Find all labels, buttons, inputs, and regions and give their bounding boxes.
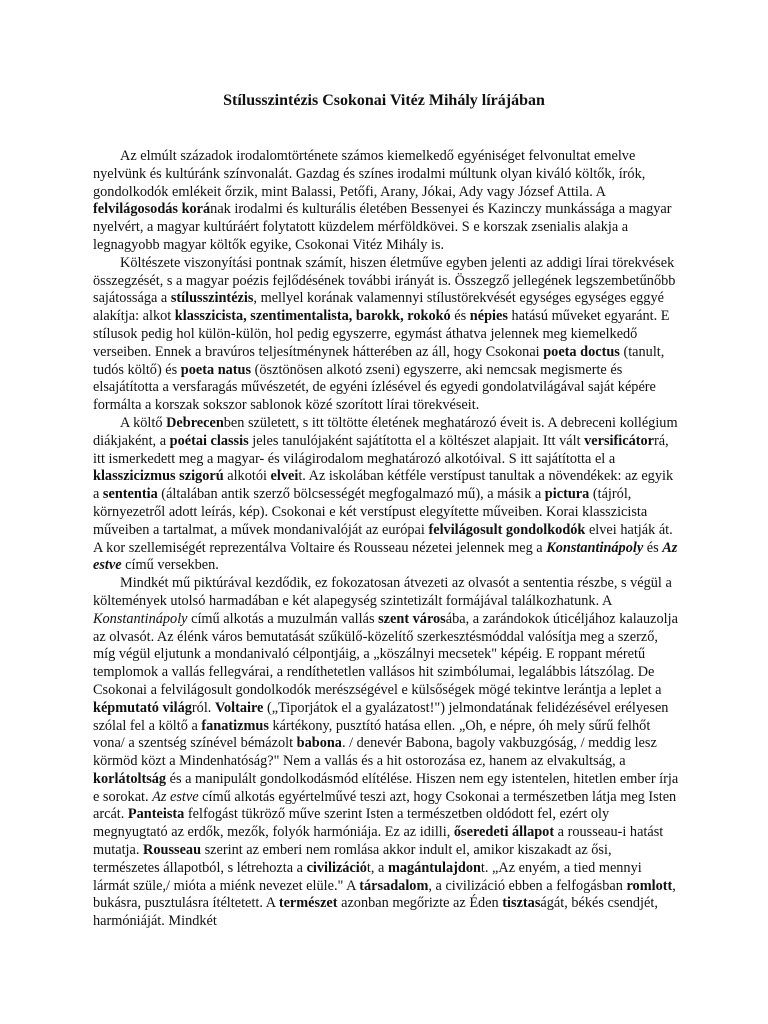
text-run: jeles tanulójaként sajátította el a költészet alapjait. Itt vált	[248, 432, 585, 449]
text-run: című alkotás egyértelművé teszi azt, hogy Csokonai a természetben látja meg Isten arcát.	[93, 788, 677, 823]
text-run: a rousseau-i hatást mutatja.	[93, 824, 664, 859]
text-run: (tájról, környezetről adott leírás, kép). Csokonai e két verstípust elegyítette műveiben. Korai klasszicista műveiben a tartalmat, a művek mondanivalóját az európai	[93, 486, 648, 538]
text-run: és	[450, 308, 470, 325]
text-run-bold: Panteista	[127, 806, 185, 823]
text-run: elvei hatják át. A kor szellemiségét reprezentálva Voltaire és Rousseau nézetei jelennek meg a	[93, 521, 673, 556]
text-run-bold: klasszicizmus szigorú	[93, 468, 224, 485]
text-run-bold: elvei	[270, 468, 299, 485]
text-run-bold: magántulajdon	[387, 859, 481, 876]
paragraph	[93, 415, 679, 575]
text-run: ágát, békés csendjét, harmóniáját. Mindkét	[93, 895, 658, 930]
text-run: rá, itt ismerkedett meg a magyar- és világirodalom meghatározó alkotóival. S itt sajátította el a	[93, 432, 669, 467]
text-run-bold: fanatizmus	[201, 717, 269, 734]
text-run: felfogást tükröző műve szerint Isten a természetben oldódott fel, ezért oly megnyugtató az erdők, mezők, folyók harmóniája. Ez az idilli,	[93, 806, 610, 841]
text-run: , a civilizáció ebben a felfogásban	[428, 877, 627, 894]
text-run-bold: képmutató világ	[93, 699, 192, 716]
text-run: azonban megőrizte az Éden	[337, 895, 503, 912]
text-run: , bukásra, pusztulásra ítéltetett. A	[93, 877, 676, 912]
text-run: t. „Az enyém, a tied mennyi lármát szüle,/ mióta a miénk nevezet elüle." A	[93, 859, 642, 894]
text-run-emphasis	[546, 540, 643, 556]
text-run: nak irodalmi és kulturális életében Bessenyei és Kazinczy munkássága a magyar nyelvért, a magyar kultúráért folytatott küzdelem mérföldkövei. S e korszak zsenialis alakja a legnagyobb magyar költők egyike, Csokonai Vitéz Mihály is.	[93, 201, 672, 253]
text-run-italic: Az estve	[152, 788, 199, 805]
text-run: t, a	[366, 859, 388, 876]
text-run: című versekben.	[121, 557, 219, 574]
paragraph	[93, 148, 679, 255]
text-run-bold: népies	[469, 308, 508, 325]
page-title: Stílusszintézis Csokonai Vitéz Mihály lírájában	[223, 92, 545, 109]
text-run-bold: korlátoltság	[93, 770, 167, 787]
text-run-bold: romlott	[626, 877, 673, 894]
paragraph	[93, 575, 679, 931]
text-run-bold: felvilágosodás korá	[93, 201, 211, 218]
text-run-bold: civilizáció	[306, 859, 367, 876]
text-run: ába, a zarándokok úticéljához kalauzolja az olvasót. Az élénk város bemutatását szűkülő-közelítő szerkesztésmóddal valósítja meg a szerző, míg végül eljutunk a mondanivaló célpontjáig, a „köszálnyi mecsetek" képéig. E roppant méretű templomok a vallás fellegvárai, a rendíthetetlen vallásos hit szimbólumai, legalábbis látszólag. De Csokonai a felvilágosult gondolkodók merészségével e külsőségek mögé tekintve lerántja a leplet a	[93, 610, 678, 698]
text-run-bold: pictura	[544, 486, 590, 503]
text-run-bold: babona	[296, 735, 342, 752]
text-run-bold: poeta natus	[180, 361, 252, 378]
text-run-bold: stílusszintézis	[170, 290, 254, 307]
text-run-bold: Debrecen	[166, 414, 224, 431]
text-run: , mellyel korának valamennyi stílustörekvését egységes egységes eggyé alakítja: alkot	[93, 290, 664, 325]
text-run-bold: poeta doctus	[543, 343, 620, 360]
text-run-bold: poétai classis	[169, 432, 249, 449]
text-run-italic: Konstantinápoly	[93, 610, 188, 627]
text-run-bold: felvilágosult gondolkodók	[428, 521, 586, 538]
text-run: kártékony, pusztító hatása ellen. „Oh, e népre, óh mely sűrű felhőt vona/ a szentség színével bémázolt	[93, 717, 651, 752]
text-run-bold: szent város	[378, 610, 446, 627]
text-run: című alkotás a muzulmán vallás	[187, 610, 379, 627]
text-run-bold-italic: Az estve	[93, 539, 678, 574]
text-run: és a manipulált gondolkodásmód elítélése. Hiszen nem egy istentelen, hitetlen ember írja e sorokat.	[93, 770, 679, 805]
text-run-bold: Voltaire	[214, 699, 264, 716]
text-run: t. Az iskolában kétféle verstípust tanultak a növendékek: az egyik a	[93, 468, 674, 503]
document-body	[93, 148, 679, 931]
text-run: alkotói	[223, 468, 271, 485]
text-run: szerint az emberi nem romlása akkor indult el, amikor kiszakadt az ősi, természetes állapotból, s létrehozta a	[93, 842, 612, 876]
text-run-bold: őseredeti állapot	[453, 824, 555, 841]
text-run-bold: klasszicista, szentimentalista, barokk, rokokó	[174, 308, 451, 325]
text-run: hatású műveket egyaránt. E stílusok pedig hol külön-külön, hol pedig egyszerre, egymást áthatva jelennek meg kiemelkedő verseiben. Ennek a bravúros teljesítménynek hátterében az áll, hogy Csokonai	[93, 308, 670, 360]
text-run-bold: versificátor	[584, 432, 654, 449]
text-run: . / denevér Babona, bagoly vakbuzgóság, / meddig lesz körmöd közt a Mindenhatóság?" Nem a vallás és a hit ostorozása ez, hanem az elvakultság, a	[93, 735, 657, 770]
text-run: ról.	[191, 699, 215, 716]
text-run: és	[643, 539, 663, 556]
text-run: Költészete viszonyítási pontnak számít, hiszen életműve egyben jelenti az addigi lírai törekvések összegzését, s a magyar poézis fejlődésének további irányát is. Összegző jellegének legszembetűnőbb sajátossága a	[93, 254, 676, 307]
text-run-bold: társadalom	[359, 877, 429, 894]
text-run-bold: természet	[278, 895, 338, 912]
text-run-bold: tisztas	[502, 895, 541, 912]
text-run: Mindkét mű piktúrával kezdődik, ez fokozatosan átvezeti az olvasót a sententia részbe, s végül a költemények utolsó harmadában e két alapegység szintetizált formájával találkozhatunk. A	[93, 575, 672, 609]
text-run: A költő	[120, 414, 167, 431]
text-run: ben született, s itt töltötte életének meghatározó éveit is. A debreceni kollégium diákjaként, a	[93, 414, 678, 449]
text-run: (ösztönösen alkotó zseni) egyszerre, aki nemcsak megismerte és elsajátította a versfaragás művészetét, de egyéni ízlésével és egyedi gondolatvilágával saját képére formálta a korszak sokszor sablonok közé szorított lírai törekvéseit.	[93, 361, 656, 414]
text-run-bold: sententia	[102, 486, 158, 503]
text-run: (tanult, tudós költő) és	[93, 343, 665, 378]
paragraph	[93, 255, 679, 415]
text-run-bold: Rousseau	[143, 842, 202, 859]
text-run-bold-italic: Konstantinápoly	[546, 539, 644, 556]
text-run: Az elmúlt századok irodalomtörténete számos kiemelkedő egyéniséget felvonultat emelve nyelvünk és kultúránk színvonalát. Gazdag és színes irodalmi múltunk olyan kiváló költők, írók, gondolkodók emlékeit őrzik, mint Balassi, Petőfi, Arany, Jókai, Ady vagy József Attila. A	[93, 148, 646, 200]
text-run: („Tiporjátok el a gyalázatost!") jelmondatának felidézésével erélyesen szólal fel a költő a	[93, 699, 669, 734]
text-run: (általában antik szerző bölcsességét megfogalmazó mű), a másik a	[157, 486, 545, 503]
